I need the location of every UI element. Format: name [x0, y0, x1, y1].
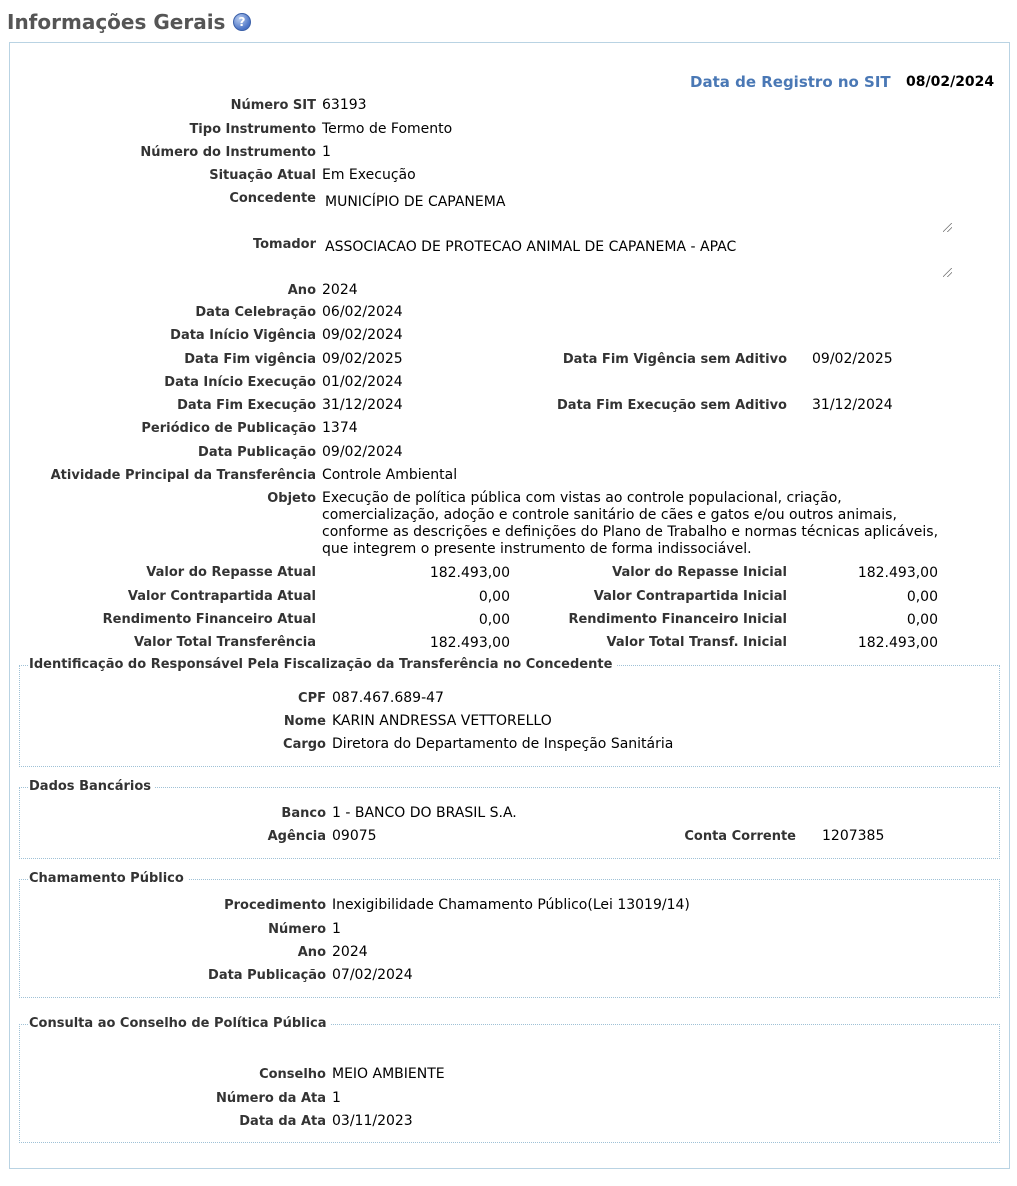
data-fim-vigencia-sem-aditivo-value: 09/02/2025 — [812, 351, 893, 367]
concedente-label: Concedente — [229, 191, 316, 206]
valor-total-label: Valor Total Transferência — [134, 635, 316, 650]
conselho-value: MEIO AMBIENTE — [332, 1066, 445, 1082]
chamamento-numero-value: 1 — [332, 921, 341, 937]
concedente-value: MUNICÍPIO DE CAPANEMA — [325, 194, 506, 210]
data-fim-execucao-label: Data Fim Execução — [177, 398, 316, 413]
valor-contrapartida-atual-label: Valor Contrapartida Atual — [127, 589, 316, 604]
page-title: Informações Gerais — [7, 10, 226, 34]
chamamento-numero-label: Número — [268, 922, 326, 937]
valor-total-value: 182.493,00 — [429, 635, 510, 651]
chamamento-legend: Chamamento Público — [29, 871, 188, 886]
fiscalizacao-legend: Identificação do Responsável Pela Fiscalização da Transferência no Concedente — [29, 657, 616, 672]
data-fim-vigencia-sem-aditivo-label: Data Fim Vigência sem Aditivo — [562, 352, 787, 367]
dados-bancarios-legend: Dados Bancários — [29, 779, 155, 794]
situacao-atual-label: Situação Atual — [209, 168, 316, 183]
numero-sit-label: Número SIT — [230, 98, 316, 113]
tipo-instrumento-value: Termo de Fomento — [322, 121, 453, 137]
cargo-label: Cargo — [283, 737, 326, 752]
data-inicio-vigencia-label: Data Início Vigência — [170, 328, 316, 343]
data-celebracao-value: 06/02/2024 — [322, 304, 403, 320]
valor-repasse-atual-label: Valor do Repasse Atual — [146, 565, 316, 580]
registro-value: 08/02/2024 — [906, 74, 995, 90]
numero-ata-value: 1 — [332, 1090, 341, 1106]
cargo-value: Diretora do Departamento de Inspeção Sanitária — [332, 736, 674, 752]
data-fim-vigencia-value: 09/02/2025 — [322, 351, 403, 367]
rendimento-atual-value: 0,00 — [478, 612, 510, 628]
data-ata-label: Data da Ata — [239, 1114, 326, 1129]
procedimento-value: Inexigibilidade Chamamento Público(Lei 13019/14) — [332, 897, 690, 913]
ano-label: Ano — [287, 283, 316, 298]
periodico-publicacao-value: 1374 — [322, 420, 358, 436]
banco-label: Banco — [281, 806, 326, 821]
numero-sit-value: 63193 — [322, 97, 367, 113]
nome-value: KARIN ANDRESSA VETTORELLO — [332, 713, 552, 729]
objeto-value: Execução de política pública com vistas ao controle populacional, criação, comercialização, adoção e controle sanitário de cães e gatos e/ou outros animais, conforme as descrições e definições do Plano de Trabalho e normas técnicas aplicáveis, que integrem o presente instrumento de forma indissociável. — [322, 490, 939, 557]
data-publicacao-label: Data Publicação — [198, 445, 316, 460]
tomador-textarea[interactable] — [321, 237, 953, 278]
rendimento-atual-label: Rendimento Financeiro Atual — [102, 612, 316, 627]
objeto-label: Objeto — [267, 491, 316, 506]
tipo-instrumento-label: Tipo Instrumento — [189, 122, 316, 137]
numero-instrumento-label: Número do Instrumento — [140, 145, 316, 160]
agencia-label: Agência — [267, 829, 326, 844]
situacao-atual-value: Em Execução — [322, 167, 416, 183]
data-inicio-execucao-value: 01/02/2024 — [322, 374, 403, 390]
valor-contrapartida-inicial-value: 0,00 — [906, 589, 938, 605]
conta-corrente-label: Conta Corrente — [684, 829, 796, 844]
chamamento-ano-label: Ano — [297, 945, 326, 960]
cpf-value: 087.467.689-47 — [332, 690, 444, 706]
data-fim-execucao-value: 31/12/2024 — [322, 397, 403, 413]
chamamento-data-publicacao-label: Data Publicação — [208, 968, 326, 983]
data-fim-execucao-sem-aditivo-label: Data Fim Execução sem Aditivo — [557, 398, 787, 413]
cpf-label: CPF — [298, 691, 326, 706]
help-icon[interactable]: ? — [233, 13, 251, 31]
ano-value: 2024 — [322, 282, 358, 298]
procedimento-label: Procedimento — [224, 898, 326, 913]
data-fim-execucao-sem-aditivo-value: 31/12/2024 — [812, 397, 893, 413]
valor-total-inicial-label: Valor Total Transf. Inicial — [606, 635, 787, 650]
data-fim-vigencia-label: Data Fim vigência — [184, 352, 316, 367]
conta-corrente-value: 1207385 — [822, 828, 885, 844]
periodico-publicacao-label: Periódico de Publicação — [141, 421, 316, 436]
numero-instrumento-value: 1 — [322, 144, 331, 160]
conselho-fieldset — [19, 1024, 1000, 1143]
banco-value: 1 - BANCO DO BRASIL S.A. — [332, 805, 517, 821]
nome-label: Nome — [283, 714, 326, 729]
conselho-label: Conselho — [259, 1067, 326, 1082]
tomador-label: Tomador — [252, 237, 316, 252]
tomador-value: ASSOCIACAO DE PROTECAO ANIMAL DE CAPANEMA - APAC — [325, 239, 737, 255]
conselho-legend: Consulta ao Conselho de Política Pública — [29, 1016, 331, 1031]
valor-repasse-atual-value: 182.493,00 — [429, 565, 510, 581]
data-ata-value: 03/11/2023 — [332, 1113, 413, 1129]
dados-bancarios-fieldset — [19, 787, 1000, 859]
chamamento-ano-value: 2024 — [332, 944, 368, 960]
atividade-principal-value: Controle Ambiental — [322, 467, 458, 483]
agencia-value: 09075 — [332, 828, 377, 844]
valor-contrapartida-atual-value: 0,00 — [478, 589, 510, 605]
valor-repasse-inicial-label: Valor do Repasse Inicial — [612, 565, 787, 580]
data-celebracao-label: Data Celebração — [195, 305, 316, 320]
data-inicio-vigencia-value: 09/02/2024 — [322, 327, 403, 343]
chamamento-data-publicacao-value: 07/02/2024 — [332, 967, 413, 983]
resize-grip-icon[interactable] — [943, 268, 952, 277]
valor-total-inicial-value: 182.493,00 — [857, 635, 938, 651]
data-publicacao-value: 09/02/2024 — [322, 444, 403, 460]
data-inicio-execucao-label: Data Início Execução — [164, 375, 316, 390]
concedente-textarea[interactable] — [321, 192, 953, 233]
valor-contrapartida-inicial-label: Valor Contrapartida Inicial — [593, 589, 787, 604]
rendimento-inicial-value: 0,00 — [906, 612, 938, 628]
valor-repasse-inicial-value: 182.493,00 — [857, 565, 938, 581]
rendimento-inicial-label: Rendimento Financeiro Inicial — [568, 612, 787, 627]
atividade-principal-label: Atividade Principal da Transferência — [50, 468, 316, 483]
registro-label: Data de Registro no SIT — [690, 73, 891, 91]
resize-grip-icon[interactable] — [943, 223, 952, 232]
numero-ata-label: Número da Ata — [215, 1091, 326, 1106]
